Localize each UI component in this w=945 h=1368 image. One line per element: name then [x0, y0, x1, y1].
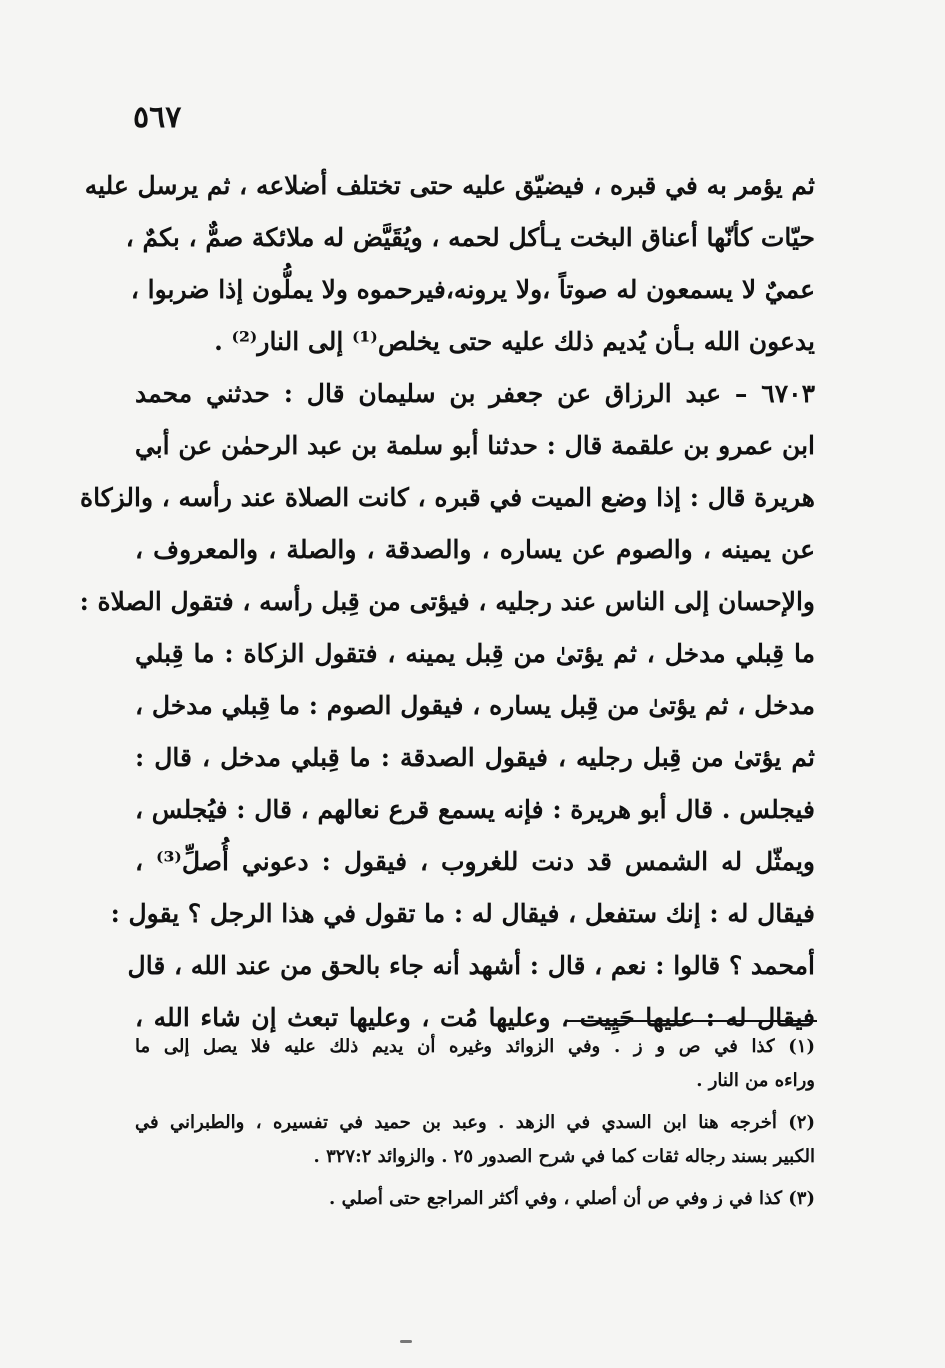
text-line: هريرة قال : إذا وضع الميت في قبره ، كانت الصلاة عند رأسه ، والزكاة [80, 483, 815, 512]
footnote-3 [135, 1182, 815, 1216]
text-line: والإحسان إلى الناس عند رجليه ، فيؤتى من قِبل رأسه ، فتقول الصلاة : [79, 587, 815, 616]
footnote-line: (٢) أخرجه هنا ابن السدي في الزهد . وعبد بن حميد في تفسيره ، والطبراني في [135, 1112, 815, 1133]
footnote-2 [135, 1106, 815, 1174]
text-line: ويمثّل له الشمس قد دنت للغروب ، فيقول : دعوني أُصلِّ⁽³⁾ ، [135, 847, 816, 876]
text-line: أمحمد ؟ قالوا : نعم ، قال : أشهد أنه جاء بالحق من عند الله ، قال [127, 951, 815, 980]
footnote-line: الكبير بسند رجاله ثقات كما في شرح الصدور ٢٥ . والزوائد ٣٢٧:٢ . [313, 1146, 815, 1167]
footnotes [135, 1030, 815, 1224]
text-line: ثم يؤمر به في قبره ، فيضيّق عليه حتى تختلف أضلاعه ، ثم يرسل عليه [84, 171, 815, 200]
footnote-divider [565, 1020, 817, 1022]
text-line: عميٌ لا يسمعون له صوتاً ،ولا يرونه،فيرحموه ولا يملُّون إذا ضربوا ، [130, 275, 815, 304]
text-line: مدخل ، ثم يؤتىٰ من قِبل يساره ، فيقول الصوم : ما قِبلي مدخل ، [135, 691, 815, 720]
text-line: فيقال له : عليها حَيِيت ، وعليها مُت ، وعليها تبعث إن شاء الله ، [135, 1003, 815, 1032]
text-line: عن يمينه ، والصوم عن يساره ، والصدقة ، والصلة ، والمعروف ، [135, 535, 815, 564]
footnote-line: (٣) كذا في ز وفي ص أن أصلي ، وفي أكثر المراجع حتى أصلي . [329, 1188, 815, 1209]
footnote-line: (١) كذا في ص و ز . وفي الزوائد وغيره أن يديم ذلك عليه فلا يصل إلى ما [135, 1036, 815, 1057]
text-line: ما قِبلي مدخل ، ثم يؤتىٰ من قِبل يمينه ، فتقول الزكاة : ما قِبلي [135, 639, 815, 668]
text-line: يدعون الله بـأن يُديم ذلك عليه حتى يخلص⁽¹⁾ إلى النار⁽²⁾ . [214, 327, 815, 356]
text-line: حيّات كأنّها أعناق البخت يـأكل لحمه ، ويُقَيَّض له ملائكة صمٌّ ، بكمٌ ، [125, 223, 815, 252]
text-line: فيجلس . قال أبو هريرة : فإنه يسمع قرع نعالهم ، قال : فيُجلس ، [135, 795, 815, 824]
hadith-6703 [79, 368, 816, 1044]
scan-mark [400, 1340, 412, 1343]
text-line: ٦٧٠٣ – عبد الرزاق عن جعفر بن سليمان قال : حدثني محمد [135, 379, 815, 408]
footnote-1 [135, 1030, 815, 1098]
page-number: ٥٦٧ [133, 100, 182, 135]
paragraph-continuation [84, 160, 815, 368]
text-line: فيقال له : إنك ستفعل ، فيقال له : ما تقول في هذا الرجل ؟ يقول : [110, 899, 815, 928]
text-line: ثم يؤتىٰ من قِبل رجليه ، فيقول الصدقة : ما قِبلي مدخل ، قال : [135, 743, 815, 772]
footnote-line: وراءه من النار . [696, 1070, 815, 1091]
text-line: ابن عمرو بن علقمة قال : حدثنا أبو سلمة بن عبد الرحمٰن عن أبي [134, 431, 815, 460]
